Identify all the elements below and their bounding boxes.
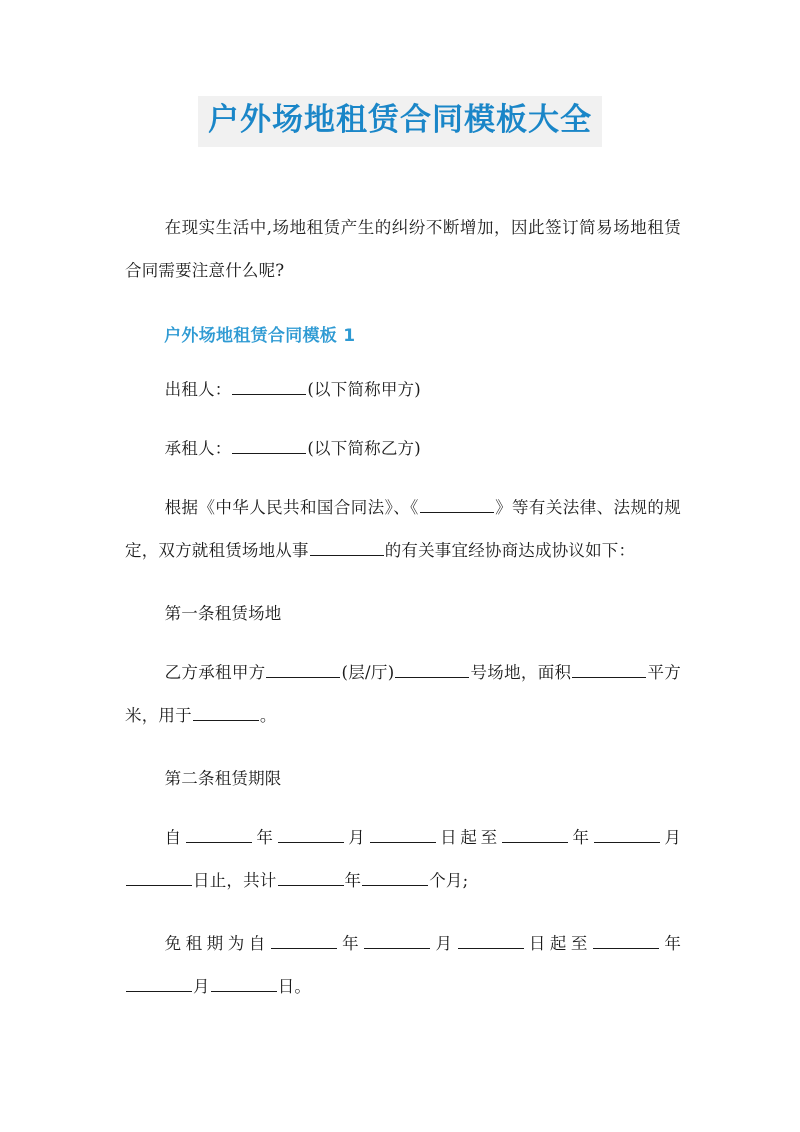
clause-1-heading: 第一条租赁场地 bbox=[164, 604, 282, 623]
clause-1-text-4: 平方米，用于 bbox=[125, 663, 682, 725]
lessee-line bbox=[125, 427, 681, 470]
clause-1-blank-4[interactable] bbox=[193, 704, 259, 722]
legal-basis-text-2: 》等有关法律、法规的规定，双方就租赁场地从事 bbox=[125, 498, 682, 560]
free-period-text-7: 日。 bbox=[277, 977, 312, 996]
free-period-text-5: 年 bbox=[659, 934, 682, 953]
document-title-container bbox=[0, 96, 800, 147]
clause-1-text-3: 号场地，面积 bbox=[470, 663, 572, 682]
clause-2-text-4: 日起至 bbox=[436, 828, 501, 847]
free-period-text-2: 年 bbox=[337, 934, 364, 953]
lessor-label: 出租人： bbox=[164, 380, 232, 399]
lessee-blank[interactable] bbox=[232, 437, 306, 455]
template-1-heading: 户外场地租赁合同模板 1 bbox=[164, 326, 356, 346]
clause-1-body bbox=[125, 651, 681, 737]
lessor-blank[interactable] bbox=[232, 378, 306, 396]
clause-2-blank-5[interactable] bbox=[594, 826, 660, 844]
free-period-blank-2[interactable] bbox=[364, 932, 430, 950]
clause-2-text-5: 年 bbox=[568, 828, 593, 847]
free-period-blank-1[interactable] bbox=[271, 932, 337, 950]
legal-basis-blank-2[interactable] bbox=[310, 539, 384, 557]
clause-1-blank-1[interactable] bbox=[266, 661, 340, 679]
free-period-blank-4[interactable] bbox=[593, 932, 659, 950]
document-body bbox=[125, 206, 681, 1008]
lessor-line bbox=[125, 368, 681, 411]
free-period-blank-6[interactable] bbox=[211, 975, 277, 993]
clause-2-blank-1[interactable] bbox=[186, 826, 252, 844]
clause-2-blank-4[interactable] bbox=[502, 826, 568, 844]
clause-2-text-7: 日止，共计 bbox=[193, 871, 277, 890]
clause-2-free-period-line bbox=[125, 922, 681, 1008]
legal-basis-blank-1[interactable] bbox=[420, 496, 494, 514]
clause-2-text-9: 个月; bbox=[429, 871, 469, 890]
clause-2-text-6: 月 bbox=[660, 828, 682, 847]
free-period-text-6: 月 bbox=[193, 977, 210, 996]
clause-2-term-line bbox=[125, 816, 681, 902]
clause-2-text-8: 年 bbox=[344, 871, 362, 890]
clause-2-blank-7[interactable] bbox=[278, 869, 344, 887]
legal-basis-text-3: 的有关事宜经协商达成协议如下： bbox=[384, 541, 636, 560]
clause-2-blank-8[interactable] bbox=[362, 869, 428, 887]
clause-1-text-2: (层/厅) bbox=[341, 663, 395, 682]
lessor-suffix: (以下简称甲方) bbox=[307, 380, 421, 399]
clause-2-blank-6[interactable] bbox=[126, 869, 192, 887]
legal-basis-paragraph bbox=[125, 486, 681, 572]
free-period-text-1: 免租期为自 bbox=[164, 934, 270, 953]
clause-2-text-3: 月 bbox=[344, 828, 369, 847]
intro-paragraph: 在现实生活中,场地租赁产生的纠纷不断增加，因此签订简易场地租赁合同需要注意什么呢? bbox=[125, 218, 681, 280]
clause-1-text-1: 乙方承租甲方 bbox=[164, 663, 266, 682]
clause-2-heading: 第二条租赁期限 bbox=[164, 769, 282, 788]
clause-2-blank-2[interactable] bbox=[278, 826, 344, 844]
lessee-label: 承租人： bbox=[164, 439, 232, 458]
clause-2-text-1: 自 bbox=[164, 828, 185, 847]
clause-2-blank-3[interactable] bbox=[370, 826, 436, 844]
clause-1-blank-2[interactable] bbox=[395, 661, 469, 679]
lessee-suffix: (以下简称乙方) bbox=[307, 439, 421, 458]
clause-1-blank-3[interactable] bbox=[572, 661, 646, 679]
legal-basis-text-1: 根据《中华人民共和国合同法》、《 bbox=[164, 498, 419, 517]
free-period-blank-3[interactable] bbox=[458, 932, 524, 950]
free-period-blank-5[interactable] bbox=[126, 975, 192, 993]
clause-2-text-2: 年 bbox=[252, 828, 277, 847]
free-period-text-4: 日起至 bbox=[524, 934, 592, 953]
clause-1-text-5: 。 bbox=[259, 706, 277, 725]
free-period-text-3: 月 bbox=[431, 934, 457, 953]
page-title: 户外场地租赁合同模板大全 bbox=[198, 96, 602, 147]
